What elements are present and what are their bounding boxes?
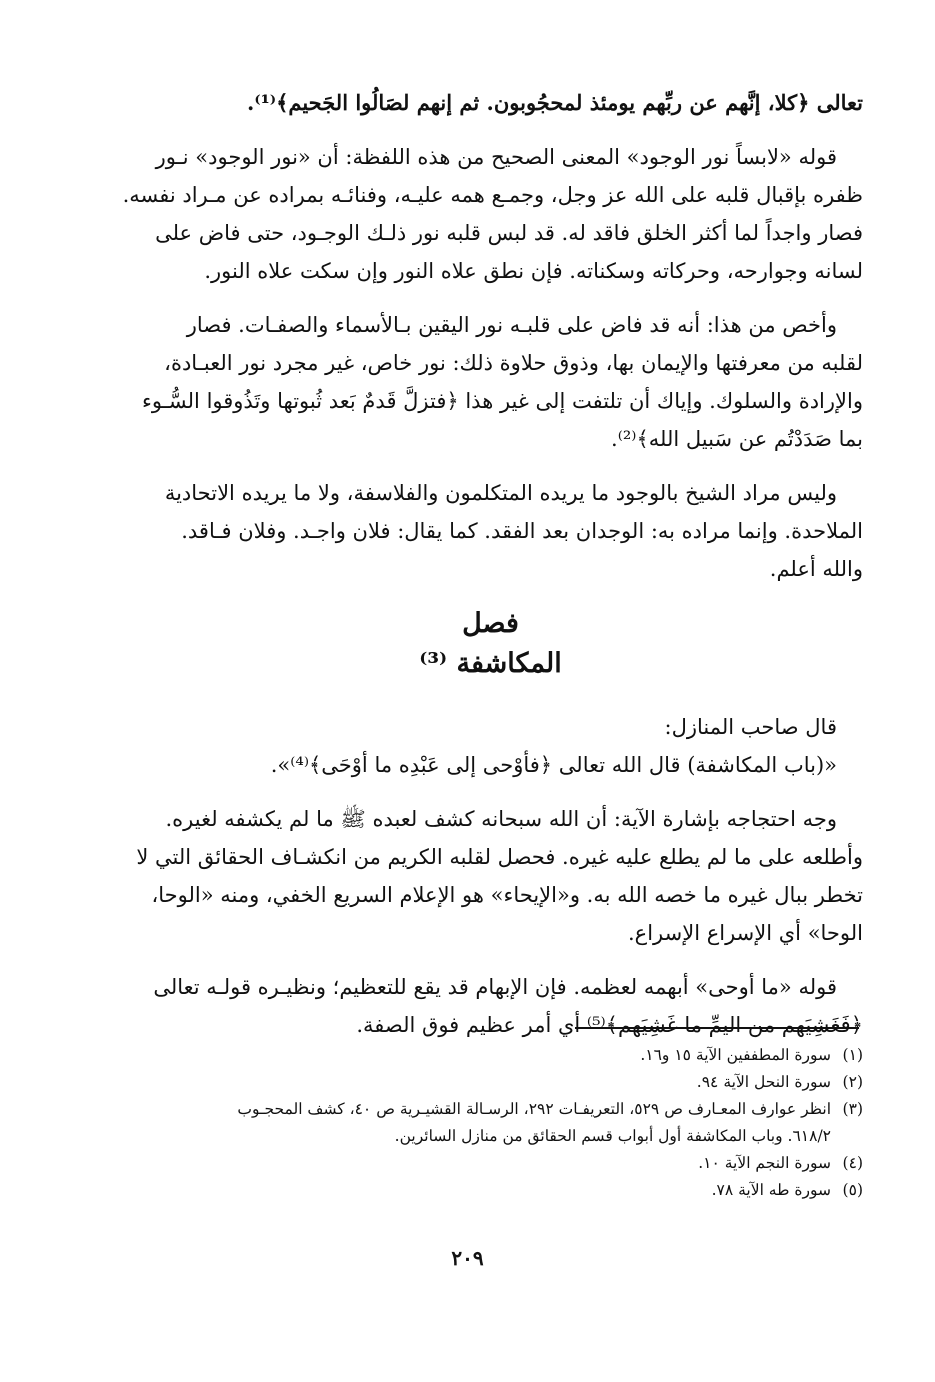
footnote-text: سورة النجم الآية ١٠. bbox=[698, 1154, 831, 1172]
main-text bbox=[118, 84, 863, 1060]
footnote-text: سورة طه الآية ٧٨. bbox=[711, 1181, 831, 1199]
paragraph-6 bbox=[118, 968, 863, 1044]
footnote bbox=[118, 1177, 863, 1204]
text-line: تعالى ﴿كلا، إنَّهم عن ربِّهم يومئذ لمحجُوبون. ثم إنهم لصَالُوا الجَحيم﴾⁽¹⁾. bbox=[247, 90, 863, 115]
footnote bbox=[118, 1096, 863, 1123]
footnote-number: (٣) bbox=[842, 1100, 863, 1118]
text-line: فصار واجداً لما أكثر الخلق فاقد له. قد لبس قلبه نور ذلـك الوجـود، حتى فاض على bbox=[155, 221, 863, 245]
text-line: بما صَدَدْتُم عن سَبيل الله﴾⁽²⁾. bbox=[611, 427, 863, 451]
text-line: قوله «لابساً نور الوجود» المعنى الصحيح من هذه اللفظة: أن «نور الوجود» نـور bbox=[155, 145, 837, 169]
text-line: قوله «ما أوحى» أبهمه لعظمه. فإن الإبهام قد يقع للتعظيم؛ ونظيـره قولـه تعالى bbox=[153, 975, 837, 999]
text-line: وأخص من هذا: أنه قد فاض على قلبـه نور اليقين بـالأسماء والصفـات. فصار bbox=[186, 313, 837, 337]
footnote-text: سورة المطففين الآية ١٥ و١٦. bbox=[640, 1046, 831, 1064]
page-number: ٢٠٩ bbox=[451, 1246, 484, 1270]
footnote-continuation: ٦١٨/٢. وباب المكاشفة أول أبواب قسم الحقائق من منازل السائرين. bbox=[394, 1127, 831, 1145]
text-line: الوحا» أي الإسراع الإسراع. bbox=[628, 921, 863, 945]
paragraph-5 bbox=[118, 800, 863, 952]
footnote-number: (١) bbox=[842, 1046, 863, 1064]
text-line: لقلبه من معرفتها والإيمان بها، وذوق حلاوة ذلك: نور خاص، غير مجرد نور العبـادة، bbox=[164, 351, 863, 375]
paragraph-1 bbox=[118, 84, 863, 122]
footnote-text: سورة النحل الآية ٩٤. bbox=[696, 1073, 831, 1091]
text-line: ظفره بإقبال قلبه على الله عز وجل، وجمـع همه عليـه، وفنائـه بمراده عن مـراد نفسه. bbox=[122, 183, 863, 207]
footnote-separator bbox=[575, 1027, 859, 1029]
text-line: وليس مراد الشيخ بالوجود ما يريده المتكلمون والفلاسفة، ولا ما يريده الاتحادية bbox=[164, 481, 837, 505]
text-line: والله أعلم. bbox=[769, 557, 863, 581]
paragraph-3 bbox=[118, 306, 863, 458]
section-heading: فصل bbox=[462, 608, 519, 639]
footnote bbox=[118, 1150, 863, 1177]
text-line: «(باب المكاشفة) قال الله تعالى ﴿فأوْحى إلى عَبْدِه ما أوْحَى﴾⁽⁴⁾». bbox=[270, 753, 837, 777]
text-line: لسانه وجوارحه، وحركاته وسكناته. فإن نطق علاه النور وإن سكت علاه النور. bbox=[204, 259, 863, 283]
section-subheading: المكاشفة ⁽³⁾ bbox=[419, 648, 562, 679]
text-line: ﴿فَغَشِيَهم من اليمِّ ما غَشِيَهم﴾⁽⁵⁾ أي أمر عظيم فوق الصفة. bbox=[356, 1013, 863, 1037]
text-line: والإرادة والسلوك. وإياك أن تلتفت إلى غير هذا ﴿فتزلَّ قَدمٌ بَعد ثُبوتها وتَذُوقوا السُّـوء bbox=[142, 389, 863, 413]
footnote bbox=[118, 1069, 863, 1096]
text-line: وجه احتجاجه بإشارة الآية: أن الله سبحانه كشف لعبده ﷺ ما لم يكشفه لغيره. bbox=[165, 807, 837, 831]
footnote-number: (٥) bbox=[842, 1181, 863, 1199]
footnote bbox=[118, 1042, 863, 1069]
text-line: وأطلعه على ما لم يطلع عليه غيره. فحصل لقلبه الكريم من انكشـاف الحقائق التي لا bbox=[136, 845, 863, 869]
paragraph-2 bbox=[118, 138, 863, 290]
text-line: الملاحدة. وإنما مراده به: الوجدان بعد الفقد. كما يقال: فلان واجـد. وفلان فـاقد. bbox=[181, 519, 863, 543]
text-line: تخطر ببال غيره ما خصه الله به. و«الإيحاء» هو الإعلام السريع الخفي، ومنه «الوحا، bbox=[151, 883, 863, 907]
footnotes bbox=[118, 1042, 863, 1204]
quote-block bbox=[118, 708, 863, 784]
footnote-number: (٢) bbox=[842, 1073, 863, 1091]
text-line: قال صاحب المنازل: bbox=[664, 715, 837, 739]
paragraph-4 bbox=[118, 474, 863, 588]
footnote-number: (٤) bbox=[842, 1154, 863, 1172]
footnote-text: انظر عوارف المعـارف ص ٥٢٩، التعريفـات ٢٩٢، الرسـالة القشيـرية ص ٤٠، كشف المحجـوب bbox=[237, 1100, 831, 1118]
